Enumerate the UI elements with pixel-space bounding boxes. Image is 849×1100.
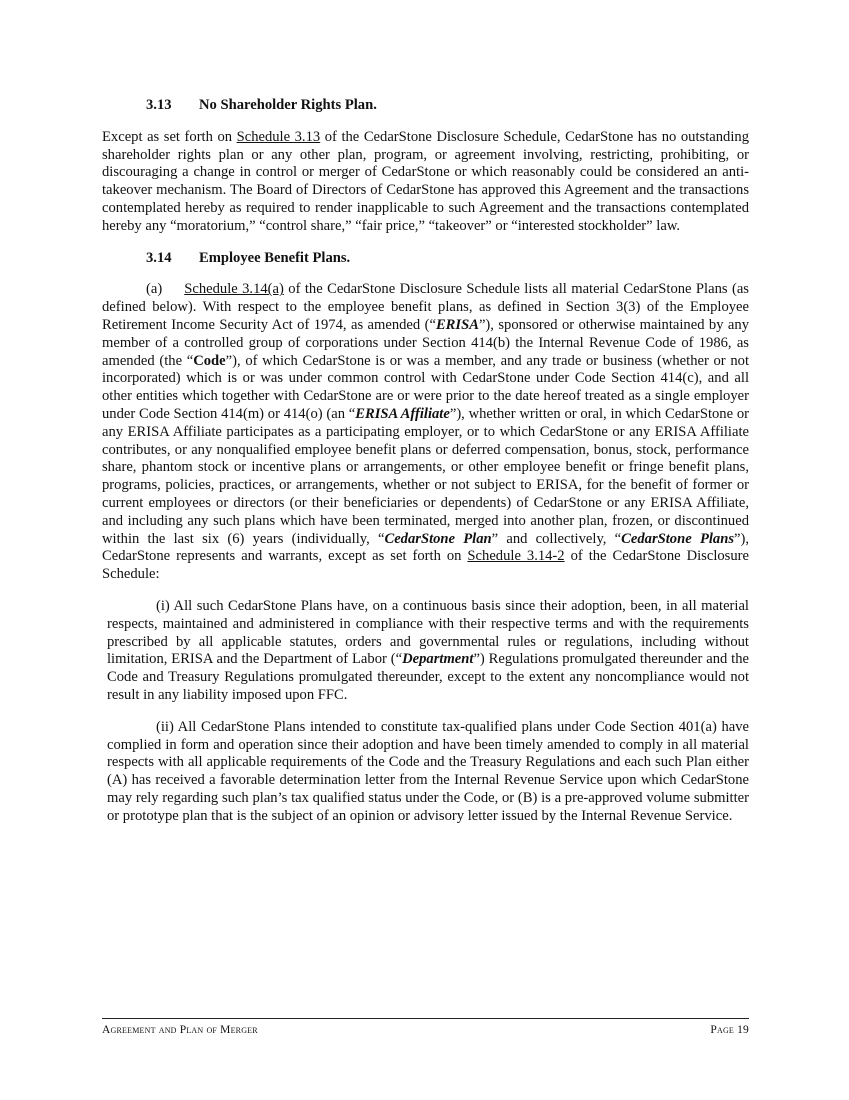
schedule-3-14a-link[interactable]: Schedule 3.14(a) — [184, 281, 284, 298]
text-run: ” and collectively, “ — [491, 530, 622, 547]
section-title: Employee Benefit Plans. — [199, 249, 351, 266]
document-page — [102, 97, 749, 839]
text-run: (ii) All CedarStone Plans intended to constitute tax-qualified plans under Code Section 401(a) have complied in form and operation since their adoption and have been timely amended to comply in all material respects with all applicable requirements of the Code and the Treasury Regulations and each such Plan either (A) has received a favorable determination letter from the Internal Revenue Service upon which CedarStone may rely regarding such plan’s tax qualified status under the Code, or (B) is a pre-approved volume submitter or prototype plan that is the subject of an opinion or advisory letter issued by the Internal Revenue Service. — [107, 718, 749, 824]
defined-term-code: Code — [193, 352, 226, 369]
text-run: (a) — [146, 281, 185, 298]
text-run: of the CedarStone Disclosure Schedule: — [102, 548, 749, 583]
text-run: Except as set forth on — [102, 128, 237, 145]
section-3-13-heading — [102, 97, 749, 115]
text-run: ”), CedarStone represents and warrants, except as set forth on — [102, 530, 750, 565]
section-title: No Shareholder Rights Plan. — [199, 97, 377, 113]
defined-term-cedarstone-plan: CedarStone Plan — [384, 530, 492, 547]
section-3-14-heading — [102, 250, 749, 268]
defined-term-department: Department — [402, 651, 474, 668]
section-number: 3.13 — [146, 97, 172, 113]
text-run: of the CedarStone Disclosure Schedule lists all material CedarStone Plans (as defined below). With respect to the employee benefit plans, as defined in Section 3(3) of the Employee Retirement Income Security Act of 1974, as amended (“ — [102, 281, 749, 333]
defined-term-erisa: ERISA — [435, 316, 479, 333]
defined-term-erisa-affiliate: ERISA Affiliate — [355, 405, 450, 422]
defined-term-cedarstone-plans: CedarStone Plans — [621, 530, 735, 547]
footer-page-number: Page 19 — [710, 1024, 749, 1036]
footer-document-title: Agreement and Plan of Merger — [102, 1024, 258, 1036]
paragraph-a — [102, 281, 749, 584]
schedule-3-14-2-link[interactable]: Schedule 3.14-2 — [467, 548, 565, 565]
section-number: 3.14 — [146, 249, 172, 266]
text-run: ”), sponsored or otherwise maintained by any member of a controlled group of corporations under Section 414(b) the Internal Revenue Code of 1986, as amended (the “ — [102, 316, 749, 369]
paragraph-ii — [107, 719, 749, 826]
paragraph-i — [107, 598, 749, 705]
text-run: (i) All such CedarStone Plans have, on a continuous basis since their adoption, been, in all material respects, maintained and administered in compliance with their respective terms and with the requirements prescribed by all applicable statutes, orders and governmental rules or regulations, including without limitation, ERISA and the Department of Labor (“ — [107, 597, 749, 668]
text-run: ”), of which CedarStone is or was a member, and any trade or business (whether or not incorporated) which is or was under common control with CedarStone under Code Section 414(c), and all other entities which together with CedarStone are or were prior to the date hereof treated as a single employer under Code Section 414(m) or 414(o) (an “ — [102, 352, 750, 422]
schedule-3-13-link[interactable]: Schedule 3.13 — [236, 128, 321, 145]
text-run: ”), whether written or oral, in which CedarStone or any ERISA Affiliate participates as a participating employer, or to which CedarStone or any ERISA Affiliate contributes, or any nonqualified employee benefit plans or deferred compensation, bonus, stock, performance share, phantom stock or incentive plans or arrangements, or other employee benefit or fringe benefit plans, programs, policies, practices, or arrangements, whether or not subject to ERISA, for the benefit of former or current employees or directors (or their beneficiaries or dependents) of CedarStone or any ERISA Affiliate, and including any such plans which have been terminated, merged into another plan, frozen, or discontinued within the last six (6) years (individually, “ — [102, 405, 749, 547]
section-3-13-body — [102, 129, 749, 236]
text-run: ”) Regulations promulgated thereunder and the Code and Treasury Regulations promulgated thereunder, except to the extent any noncompliance would not result in any liability imposed upon FFC. — [107, 651, 749, 703]
text-run: of the CedarStone Disclosure Schedule, CedarStone has no outstanding shareholder rights plan or any other plan, program, or agreement involving, restricting, prohibiting, or discouraging a change in control or merger of CedarStone or which reasonably could be considered an anti-takeover mechanism. The Board of Directors of CedarStone has approved this Agreement and the transactions contemplated hereby as required to render inapplicable to such Agreement and the transactions contemplated hereby any “moratorium,” “control share,” “fair price,” “takeover” or “interested stockholder” law. — [102, 128, 749, 234]
page-footer — [102, 1018, 749, 1040]
